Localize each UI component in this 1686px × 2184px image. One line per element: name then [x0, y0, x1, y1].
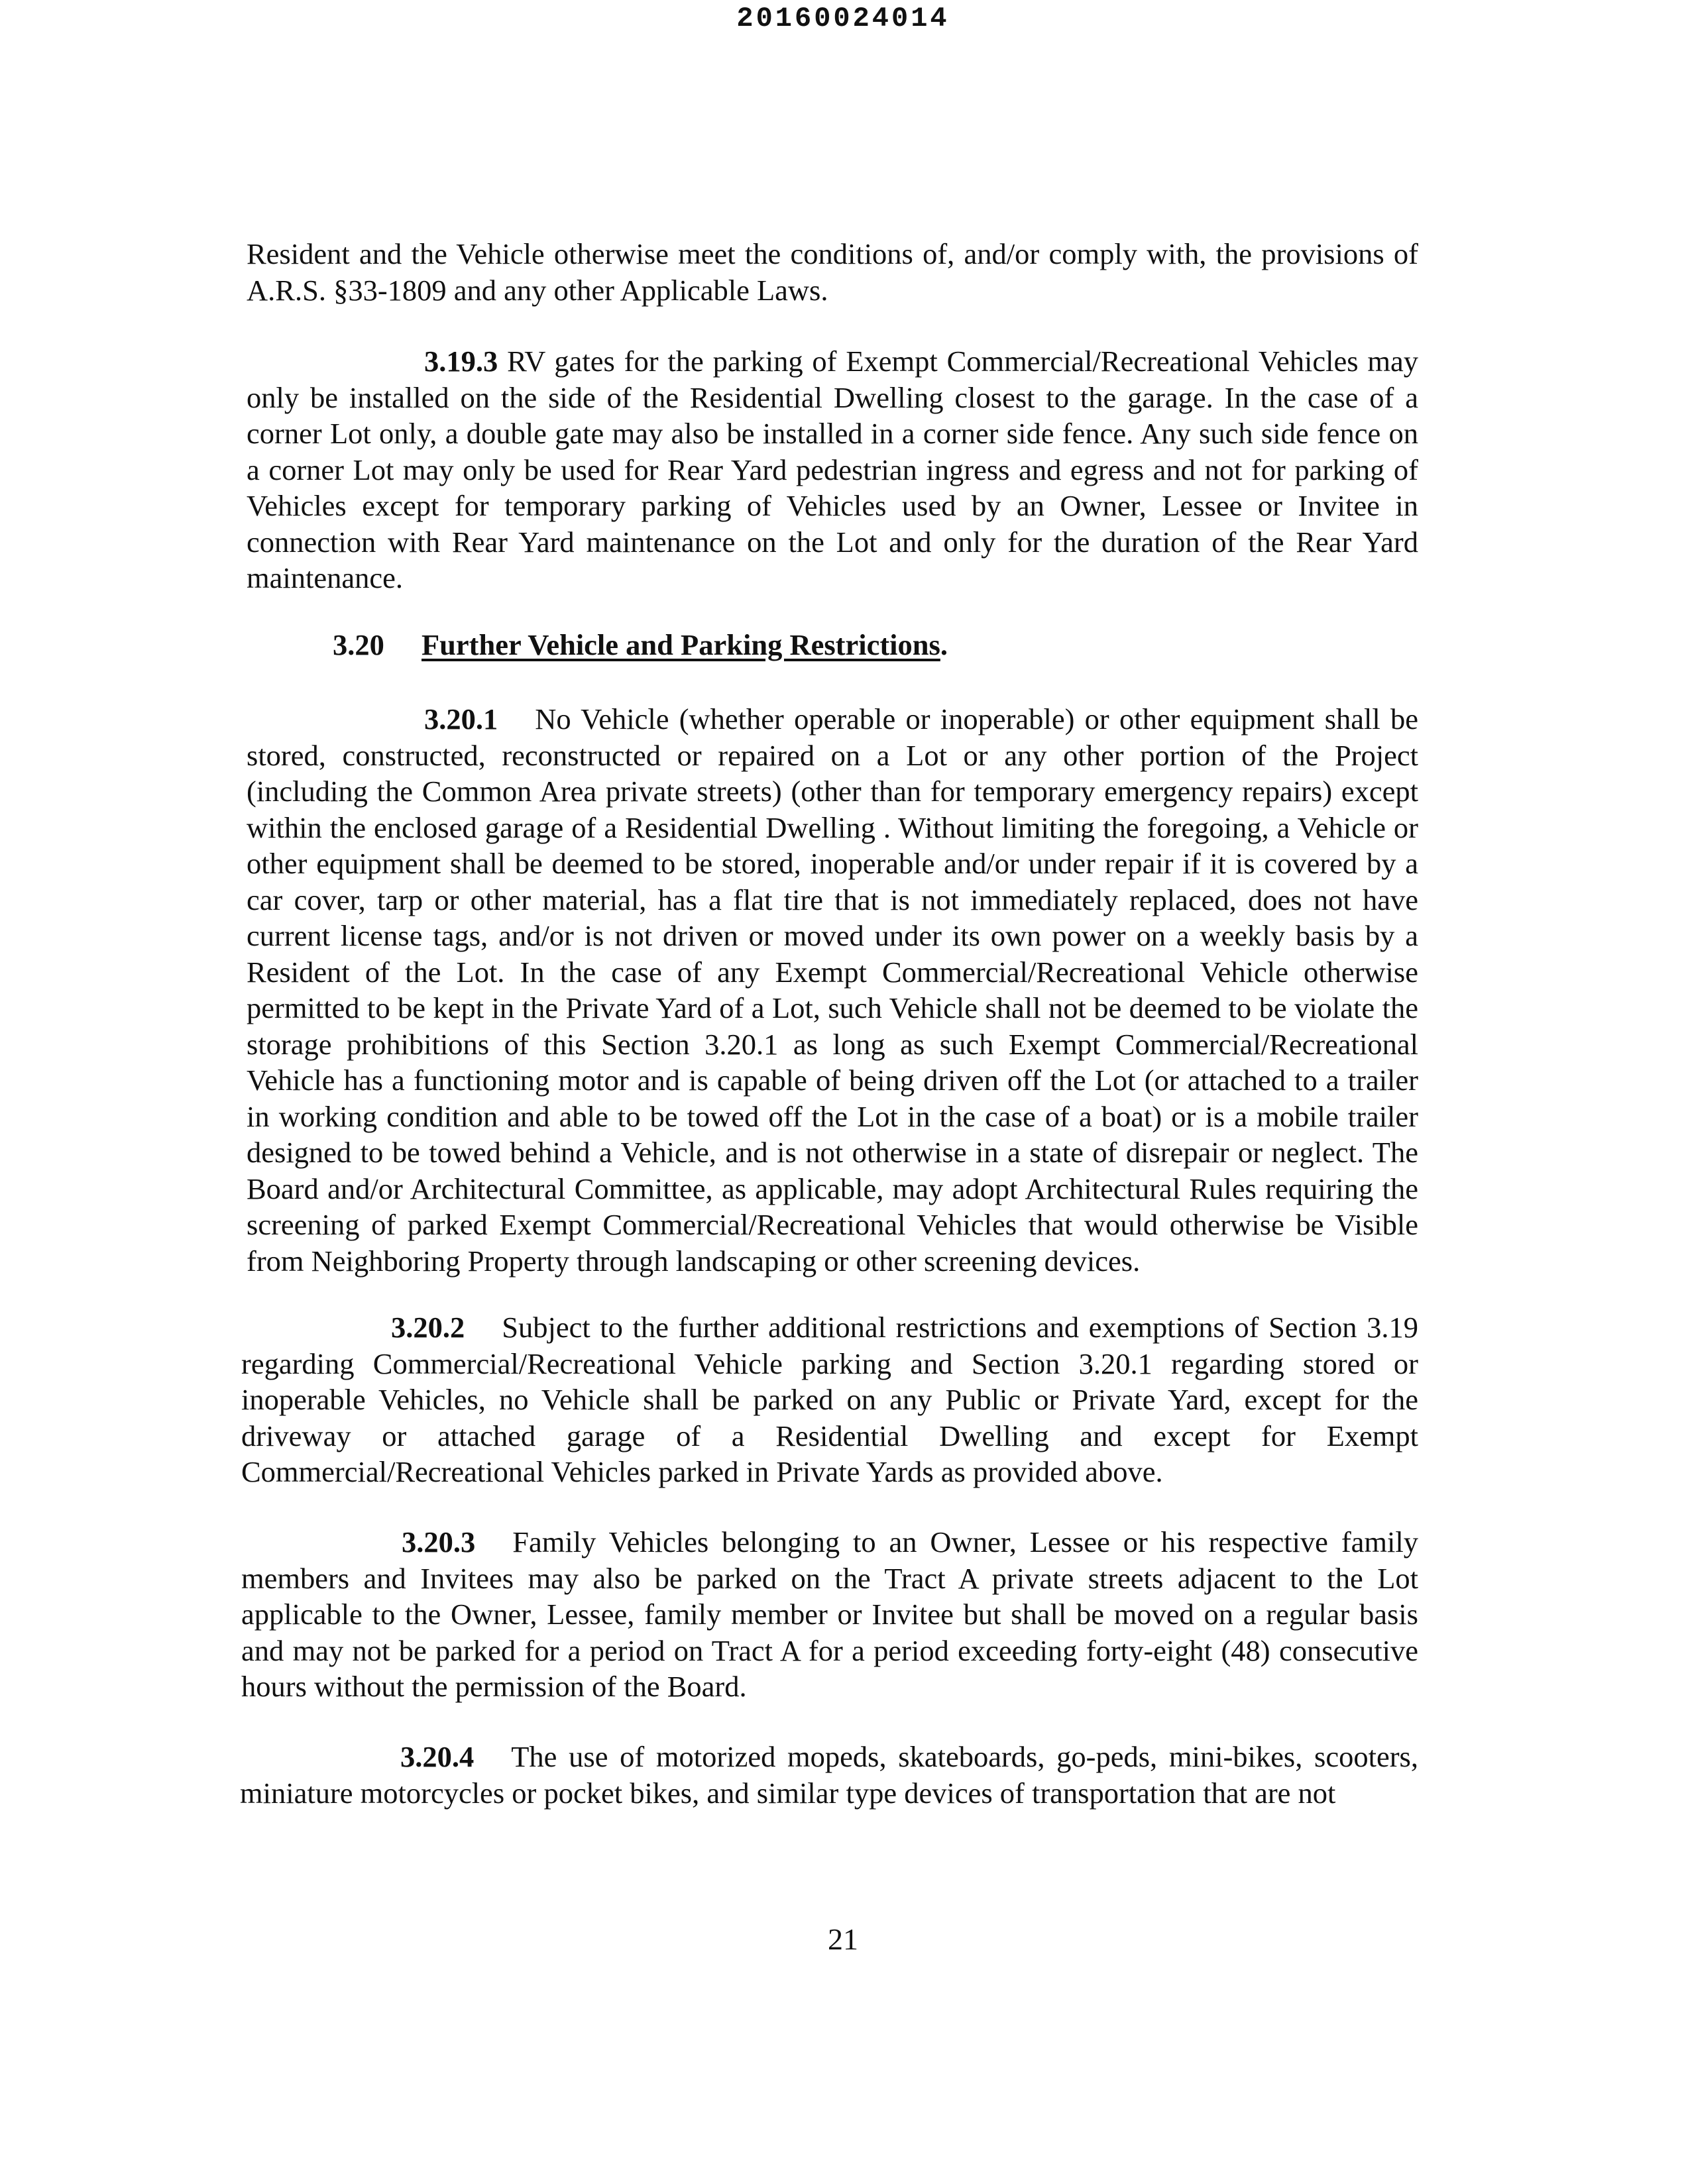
- paragraph-number: 3.20.4: [400, 1740, 475, 1773]
- paragraph-text: RV gates for the parking of Exempt Commercial/Recreational Vehicles may only be installed on the side of the Residential Dwelling closest to the garage. In the case of a corner Lot only, a double gate may also be installed in a corner side fence. Any such side fence on a corner Lot may only be used for Rear Yard pedestrian ingress and egress and not for parking of Vehicles except for temporary parking of Vehicles used by an Owner, Lessee or Invitee in connection with Rear Yard maintenance on the Lot and only for the duration of the Rear Yard maintenance.: [247, 345, 1419, 594]
- paragraph-number: 3.19.3: [424, 345, 498, 378]
- paragraph-text: No Vehicle (whether operable or inoperable) or other equipment shall be stored, constructed, reconstructed or repaired on a Lot or any other portion of the Project (including the Common Area private streets) (other than for temporary emergency repairs) except within the enclosed garage of a Residential Dwelling . Without limiting the foregoing, a Vehicle or other equipment shall be deemed to be stored, inoperable and/or under repair if it is covered by a car cover, tarp or other material, has a flat tire that is not immediately replaced, does not have current license tags, and/or is not driven or moved under its own power on a weekly basis by a Resident of the Lot. In the case of any Exempt Commercial/Recreational Vehicle otherwise permitted to be kept in the Private Yard of a Lot, such Vehicle shall not be deemed to be violate the storage prohibitions of this Section 3.20.1 as long as such Exempt Commercial/Recreational Vehicle has a functioning motor and is capable of being driven off the Lot (or attached to a trailer in working condition and able to be towed off the Lot in the case of a boat) or is a mobile trailer designed to be towed behind a Vehicle, and is not otherwise in a state of disrepair or neglect. The Board and/or Architectural Committee, as applicable, may adopt Architectural Rules requiring the screening of parked Exempt Commercial/Recreational Vehicles that would otherwise be Visible from Neighboring Property through landscaping or other screening devices.: [247, 702, 1418, 1278]
- section-number: 3.20: [333, 628, 384, 661]
- paragraph-text: Resident and the Vehicle otherwise meet the conditions of, and/or comply with, the provisions of A.R.S. §33-1809 and any other Applicable Laws.: [247, 237, 1418, 307]
- section-title-period: .: [940, 628, 948, 661]
- page-number: 21: [828, 1922, 858, 1956]
- paragraph-3-19-3: [247, 343, 1418, 596]
- paragraph-number: 3.20.2: [391, 1311, 465, 1344]
- paragraph-3-20-4: [240, 1739, 1418, 1811]
- document-number: 20160024014: [736, 3, 950, 34]
- paragraph-3-20-1: [247, 701, 1418, 1279]
- paragraph-continuation: [247, 236, 1418, 308]
- paragraph-3-20-3: [241, 1524, 1418, 1705]
- paragraph-number: 3.20.1: [424, 702, 498, 736]
- paragraph-text: The use of motorized mopeds, skateboards, go-peds, mini-bikes, scooters, miniature motorcycles or pocket bikes, and similar type devices of transportation that are not: [240, 1740, 1418, 1810]
- section-heading: [333, 627, 948, 663]
- paragraph-text: Family Vehicles belonging to an Owner, Lessee or his respective family members and Invitees may also be parked on the Tract A private streets adjacent to the Lot applicable to the Owner, Lessee, family member or Invitee but shall be moved on a regular basis and may not be parked for a period on Tract A for a period exceeding forty-eight (48) consecutive hours without the permission of the Board.: [241, 1525, 1418, 1703]
- section-title: Further Vehicle and Parking Restrictions: [422, 628, 940, 661]
- paragraph-3-20-2: [241, 1309, 1418, 1490]
- paragraph-text: Subject to the further additional restrictions and exemptions of Section 3.19 regarding Commercial/Recreational Vehicle parking and Section 3.20.1 regarding stored or inoperable Vehicles, no Vehicle shall be parked on any Public or Private Yard, except for the driveway or attached garage of a Residential Dwelling and except for Exempt Commercial/Recreational Vehicles parked in Private Yards as provided above.: [241, 1311, 1418, 1488]
- paragraph-number: 3.20.3: [402, 1525, 476, 1558]
